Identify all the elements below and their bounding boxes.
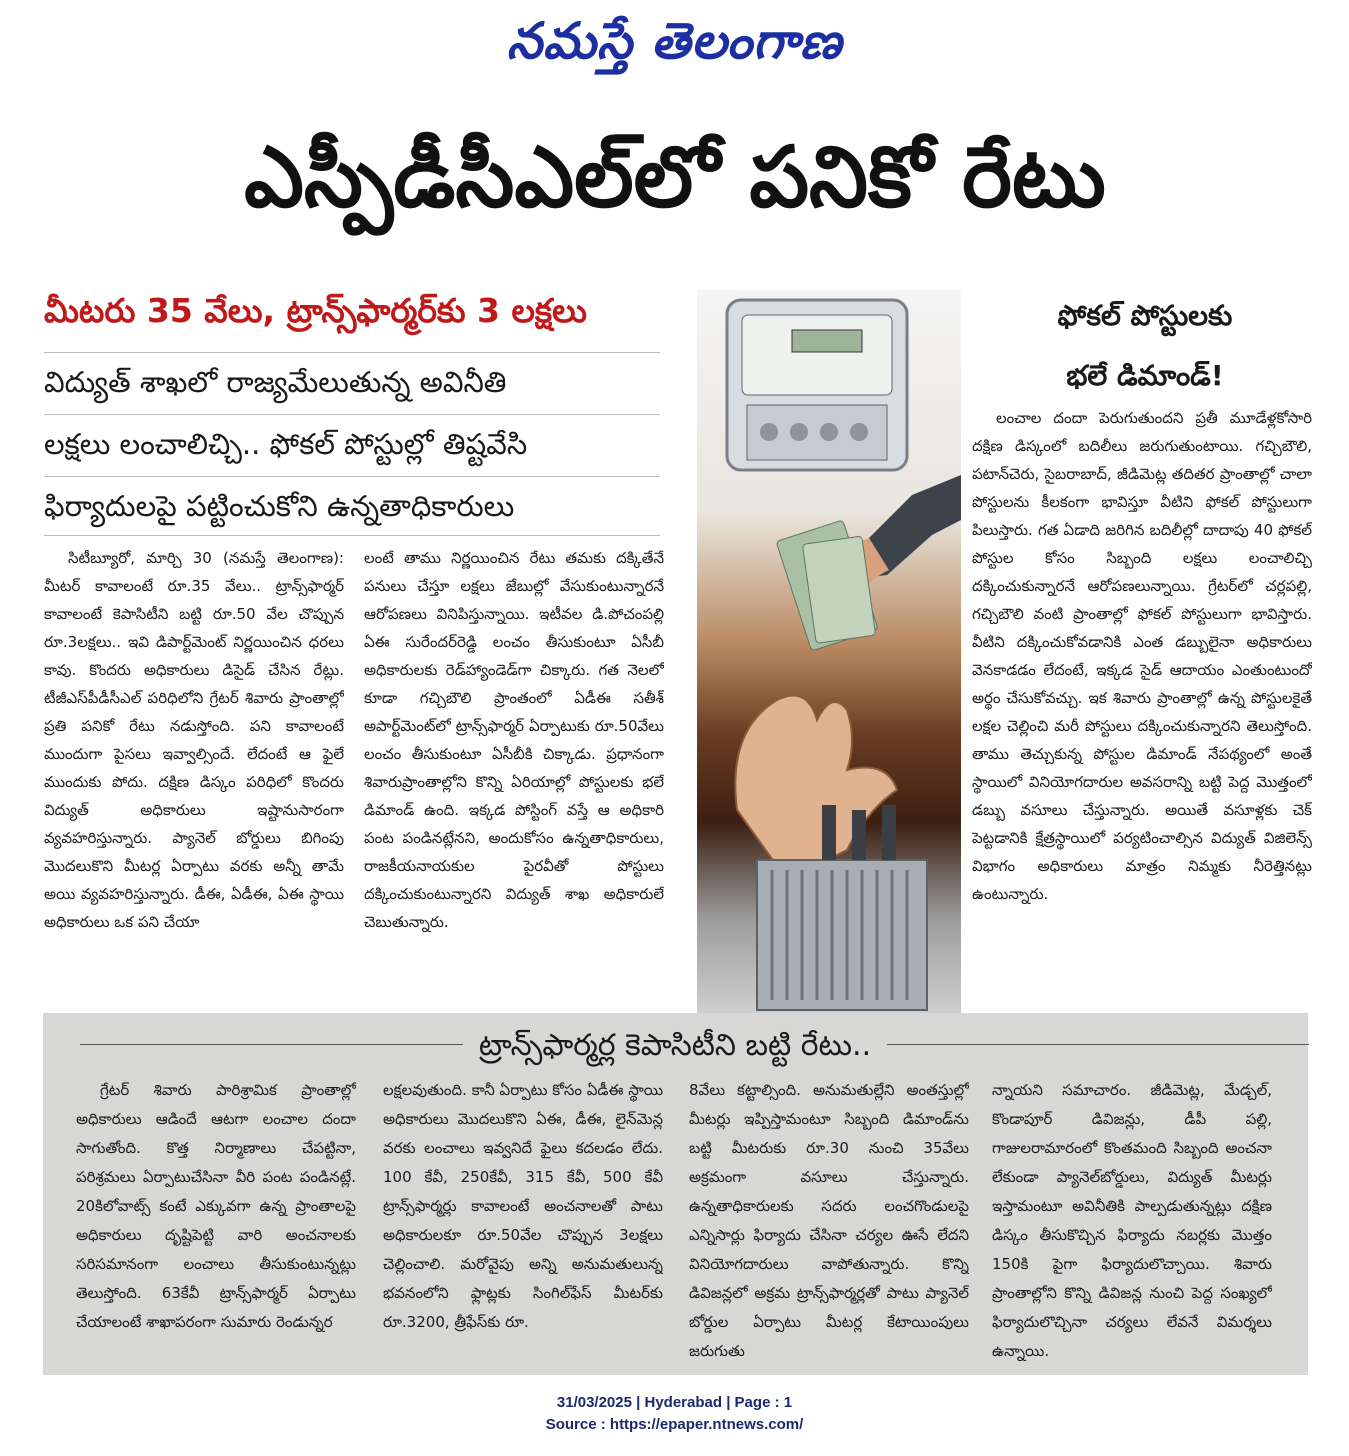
side-heading-line-2: భలే డిమాండ్! (1066, 359, 1224, 392)
side-heading-line-1: ఫోకల్ పోస్టులకు (1057, 299, 1233, 332)
body-column-2: లంటే తాము నిర్ణయించిన రేటు తమకు దక్కితేనే పనులు చేస్తూ లక్షలు జేబుల్లో వేసుకుంటున్నారనే ఆరోపణలు వినిపిస్తున్నాయి. ఇటీవల డి.పోచంపల్లి ఏఈ సురేందర్‌రెడ్డి లంచం తీసుకుంటూ ఏసీబీ అధికారులకు రెడ్‌హ్యాండెడ్‌గా చిక్కారు. గత నెలలో కూడా గచ్చిబౌలి ప్రాంతంలో ఏడీఈ సతీశ్ అపార్ట్‌మెంట్‌లో ట్రాన్స్‌ఫార్మర్ ఏర్పాటుకు రూ.50వేలు లంచం తీసుకుంటూ ఏసీబీకి చిక్కాడు. ప్రధానంగా శివారుప్రాంతాల్లోని కొన్ని ఏరియాల్లో పోస్టులకు భలే డిమాండ్ ఉంది. ఇక్కడ పోస్టింగ్ వస్తే ఆ అధికారి పంట పండినట్లేనని, అందుకోసం ఉన్నతాధికారులు, రాజకీయనాయకుల పైరవీతో పోస్టులు దక్కించుకుంటున్నారని విద్యుత్ శాఖ అధికారులే చెబుతున్నారు. (364, 549, 664, 931)
kicker: మీటరు 35 వేలు, ట్రాన్స్‌ఫార్మర్‌కు 3 లక్షలు (44, 291, 587, 330)
footer-source: Source : https://epaper.ntnews.com/ (545, 1416, 804, 1433)
subhead-3: ఫిర్యాదులపై పట్టించుకోని ఉన్నతాధికారులు (44, 476, 660, 536)
box-column-3: 8వేలు కట్టాల్సింది. అనుమతుల్లేని అంతస్తుల్లో మీటర్లు ఇప్పిస్తామంటూ సిబ్బంది డిమాండ్‌ను బట్టి మీటరుకు రూ.30 నుంచి 35వేలు అక్రమంగా వసూలు చేస్తున్నారు. ఉన్నతాధికారులకు సదరు లంచగొండులపై ఎన్నిసార్లు ఫిర్యాదు చేసినా చర్యల ఊసే లేదని వినియోగదారులు వాపోతున్నారు. కొన్ని డివిజన్లలో అక్రమ ట్రాన్స్‌ఫార్మర్లతో పాటు ప్యానెల్ బోర్డుల ఏర్పాటు మీటర్ల కేటాయింపులు జరుగుతు (689, 1081, 969, 1360)
box-column-4: న్నాయని సమాచారం. జీడిమెట్ల, మేడ్చల్, కొండాపూర్ డివిజన్లు, డీపీ పల్లి, గాజులరామారంలో కొంతమంది సిబ్బంది అంచనా లేకుండా ప్యానెల్‌బోర్డులు, విద్యుత్ మీటర్లు ఇస్తామంటూ అవినీతికి పాల్పడుతున్నట్లు దక్షిణ డిస్కం తీసుకొచ్చిన ఫిర్యాదు నబర్లకు మొత్తం 150కి పైగా ఫిర్యాదులొచ్చాయి. శివారు ప్రాంతాల్లోని కొన్ని డివిజన్ల నుంచి పెద్ద సంఖ్యలో ఫిర్యాదులొచ్చినా చర్యలు లేవనే విమర్శలు ఉన్నాయి. (992, 1081, 1272, 1360)
subhead-1: విద్యుత్ శాఖలో రాజ్యమేలుతున్న అవినీతి (44, 352, 660, 411)
box-title (80, 1024, 1270, 1068)
box-column-1: గ్రేటర్ శివారు పారిశ్రామిక ప్రాంతాల్లో అధికారులు ఆడిందే ఆటగా లంచాల దందా సాగుతోంది. కొత్త నిర్మాణాలు చేపట్టినా, పరిశ్రమలు ఏర్పాటుచేసినా వీరి పంట పండినట్లే. 20కిలోవాట్స్ కంటే ఎక్కువగా ఉన్న ప్రాంతాలపై అధికారులు దృష్టిపెట్టి వారి అంచనాలకు సరిసమానంగా లంచాలు తీసుకుంటున్నట్లు తెలుస్తోంది. 63కేవీ ట్రాన్స్‌ఫార్మర్ ఏర్పాటు చేయాలంటే శాఖాపరంగా సుమారు రెండున్నర (76, 1081, 356, 1331)
masthead-logo: నమస్తే తెలంగాణ (506, 11, 843, 70)
body-column-1: సిటీబ్యూరో, మార్చి 30 (నమస్తే తెలంగాణ): మీటర్ కావాలంటే రూ.35 వేలు.. ట్రాన్స్‌ఫార్మర్ కావాలంటే కెపాసిటీని బట్టి రూ.50 వేల చొప్పున రూ.3లక్షలు.. ఇవి డిపార్ట్‌మెంట్ నిర్ణయించిన ధరలు కావు. కొందరు అధికారులు డిసైడ్ చేసిన రేట్లు. టీజీఎస్‌పీడీసీఎల్ పరిధిలోని గ్రేటర్ శివారు ప్రాంతాల్లో ప్రతి పనికో రేటు నడుస్తోంది. పని కావాలంటే ముందుగా పైసలు ఇవ్వాల్సిందే. లేదంటే ఆ ఫైలే ముందుకు పోదు. దక్షిణ డిస్కం పరిధిలో కొందరు విద్యుత్ అధికారులు ఇష్టానుసారంగా వ్యవహరిస్తున్నారు. ప్యానెల్ బోర్డులు బిగింపు మొదలుకొని మీటర్ల ఏర్పాటు వరకు అన్నీ తామే అయి వ్యవహరిస్తున్నారు. డీఈ, ఏడీఈ, ఏఈ స్థాయి అధికారులు ఒక పని చేయా (44, 549, 344, 931)
illustration-meter-bribe-transformer (697, 290, 961, 1030)
box-column-2: లక్షలవుతుంది. కానీ ఏర్పాటు కోసం ఏడీఈ స్థాయి అధికారులు మొదలుకొని ఏఈ, డీఈ, లైన్‌మెన్ల వరకు లంచాలు ఇవ్వనిదే ఫైలు కదలడం లేదు. 100 కేవీ, 250కేవీ, 315 కేవీ, 500 కేవీ ట్రాన్స్‌ఫార్మర్లు కావాలంటే అంచనాలతో పాటు అధికారులకూ రూ.50వేల చొప్పున 3లక్షలు చెల్లించాలి. మరోవైపు అన్ని అనుమతులున్న భవనంలోని ఫ్లాట్లకు సింగిల్‌ఫేస్ మీటర్‌కు రూ.3200, త్రీఫేస్‌కు రూ. (383, 1081, 663, 1331)
footer-date-page: 31/03/2025 | Hyderabad | Page : 1 (556, 1394, 793, 1411)
subhead-2: లక్షలు లంచాలిచ్చి.. ఫోకల్ పోస్టుల్లో తిష్టవేసి (44, 414, 660, 473)
headline: ఎస్పీడీసీఎల్‌లో పనికో రేటు (244, 128, 1106, 226)
masthead (0, 6, 1349, 76)
box-title-text: ట్రాన్స్‌ఫార్మర్ల కెపాసిటీని బట్టి రేటు.. (463, 1028, 887, 1063)
body-column-3: లంచాల దందా పెరుగుతుందని ప్రతీ మూడేళ్లకోసారి దక్షిణ డిస్కంలో బదిలీలు జరుగుతుంటాయి. గచ్చిబౌలి, పటాన్‌చెరు, సైబరాబాద్, జీడిమెట్ల తదితర ప్రాంతాల్లో చాలా పోస్టులను కీలకంగా భావిస్తూ వీటిని ఫోకల్ పోస్టులుగా పిలుస్తారు. గత ఏడాది జరిగిన బదిలీల్లో దాదాపు 40 ఫోకల్ పోస్టుల కోసం సిబ్బంది లక్షలు లంచాలిచ్చి దక్కించుకున్నారనే ఆరోపణలున్నాయి. గ్రేటర్‌లో చర్లపల్లి, గచ్చిబౌలి వంటి ప్రాంతాల్లో ఫోకల్ పోస్టులుగా భావిస్తారు. వీటిని దక్కించుకోవడానికి ఎంత డబ్బులైనా అధికారులు వెనకాడడం లేదంటే, ఇక్కడ సైడ్ ఆదాయం ఎంతుంటుందో అర్థం చేసుకోవచ్చు. ఇక శివారు ప్రాంతాల్లో ఉన్న పోస్టులకైతే లక్షల చెల్లించి మరీ పోస్టులు దక్కించుకున్నారని తెలుస్తోంది. తాము తెచ్చుకున్న పోస్టుల డిమాండ్ నేపథ్యంలో అంతే స్థాయిలో వినియోగదారుల అవసరాన్ని బట్టి పెద్ద మొత్తంలో డబ్బు వసూలు చేస్తున్నారు. అయితే వసూళ్లకు చెక్ పెట్టడానికి క్షేత్రస్థాయిలో పర్యటించాల్సిన విద్యుత్ విజిలెన్స్ విభాగం అధికారులు మాత్రం నిమ్మకు నీరెత్తినట్లు ఉంటున్నారు. (972, 409, 1312, 903)
illustration-graphic (697, 290, 961, 1030)
